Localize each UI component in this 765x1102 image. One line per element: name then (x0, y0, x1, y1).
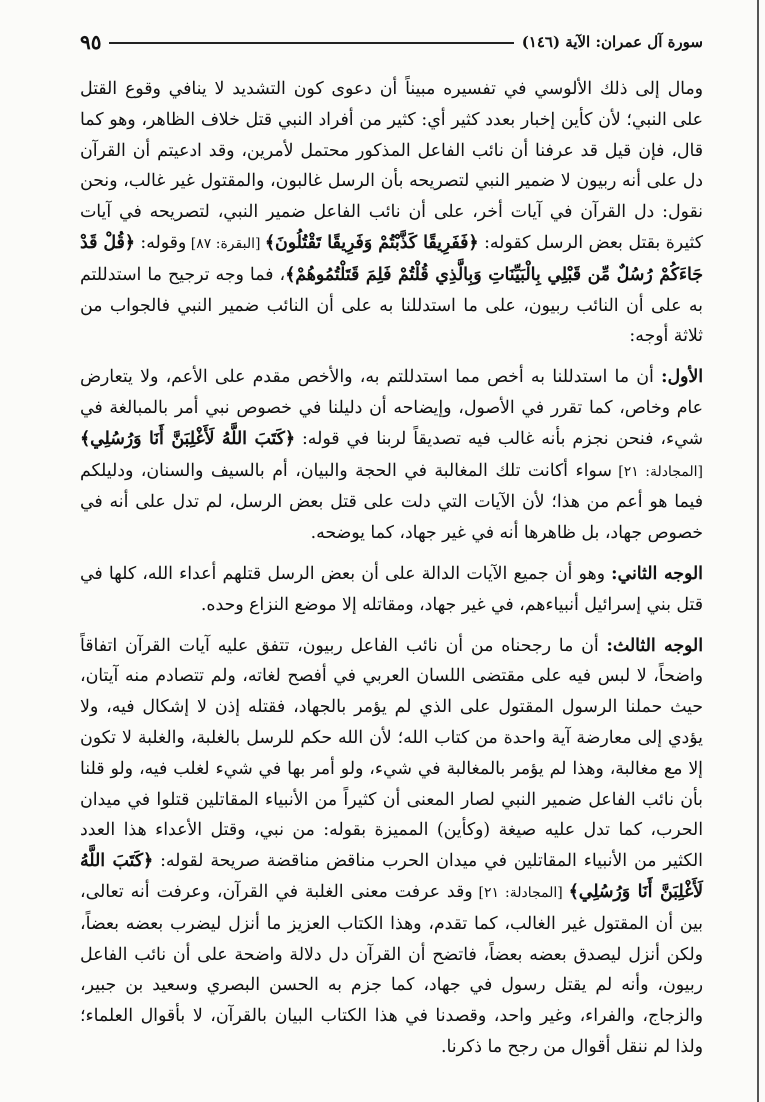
body-text: وهو أن جميع الآيات الدالة على أن بعض الرسل قتلهم أعداء الله، كلها في قتل بني إسرائيل أنبياءهم، في غير جهاد، ومقاتله إلا موضع النزاع وحده. (80, 563, 703, 615)
paragraph-3-lead: الوجه الثاني: (611, 563, 703, 584)
paragraph-4 (80, 631, 703, 1063)
body-text: ، فما وجه ترجيح ما استدللتم به على أن النائب ربيون، على ما استدللنا به على أن النائب ضمير النبي فالجواب من ثلاثة أوجه: (80, 264, 703, 347)
paragraph-4-text (80, 636, 703, 1057)
paragraph-1-rest (80, 110, 703, 347)
quran-verse: ﴿فَفَرِيقًا كَذَّبْتُمْ وَفَرِيقًا تَقْتُلُونَ﴾ (264, 232, 479, 253)
body-text: سواء أكانت تلك المغالبة في الحجة والبيان، أم بالسيف والسنان، ودليلكم فيما هو أعم من هذا؛ لأن الآيات التي دلت على قتل بعض الرسل، لم تدل على أنه في خصوص جهاد، بل ظاهرها أنه في غير جهاد، كما يوضحه. (80, 460, 703, 544)
verse-reference: [البقرة: ٨٧] (186, 235, 265, 252)
chapter-title: سورة آل عمران: الآية (١٤٦) (521, 33, 703, 51)
body-text: أن ما استدللنا به أخص مما استدللتم به، والأخص مقدم على الأعم، ولا يتعارض عام وخاص، كما تقرر في الأصول، وإيضاحه أن دليلنا في خصوص نبي أمر بالمبالغة في شيء، فنحن نجزم بأنه غالب فيه تصديقاً لربنا في قوله: (80, 367, 703, 449)
page-edge (757, 0, 759, 1102)
paragraph-2-lead: الأول: (661, 367, 703, 388)
body-text: وقد عرفت معنى الغلبة في القرآن، وعرفت أنه تعالى، بين أن المقتول غير الغالب، كما تقدم، وهذا الكتاب العزيز ما أنزل ليضرب بعضه بعضاً، ولكن أنزل ليصدق بعضه بعضاً، فاتضح أن القرآن دل دلالة واضحة على أن نائب الفاعل ربيون، وأنه لم يقتل رسول في جهاد، كما جزم به الحسن البصري وسعيد بن جبير، والزجاج، والفراء، وغير واحد، وقصدنا في هذا الكتاب البيان بالقرآن، لا بأقوال العلماء؛ ولذا لم ننقل أقوال من رجح ما ذكرنا. (80, 881, 703, 1057)
paragraph-4-lead: الوجه الثالث: (606, 635, 703, 656)
paragraph-3 (80, 559, 703, 621)
body-text: وهو كما قال، فإن قيل قد عرفنا أن نائب الفاعل المذكور محتمل لأمرين، وقد ادعيتم أن القرآن دل على أنه ربيون لا ضمير النبي لتصريحه بأن الرسل غالبون، والمقتول غير غالب، ونحن نقول: دل القرآن في آيات أخر، على أن نائب الفاعل ضمير النبي، لتصريحه في آيات كثيرة بقتل بعض الرسل كقوله: (80, 109, 703, 253)
body-text: أن ما رجحناه من أن نائب الفاعل ربيون، تتفق عليه آيات القرآن اتفاقاً واضحاً، لا لبس فيه على مقتضى اللسان العربي في أفصح لغاته، ولم تتصادم منه آيتان، حيث حملنا الرسول المقتول على الذي لم يؤمر بالجهاد، فقتله إذن لا إشكال فيه، ولا يؤدي إلى معارضة آية واحدة من كتاب الله؛ لأن الله حكم للرسل بالغلبة، والغلبة لا تكون إلا مع مغالبة، وهذا لم يؤمر بالمغالبة في شيء، ولو أمر بها في شيء لغلب فيه، ولو قلنا بأن نائب الفاعل ضمير النبي لصار المعنى أن كثيراً من الأنبياء المقاتلين قتلوا في ميدان الحرب، كما تدل عليه صيغة (وكأين) المميزة بقوله: من نبي، وقتل الأعداء هذا العدد الكثير من الأنبياء المقاتلين في ميدان الحرب مناقض مناقضة صريحة لقوله: (80, 635, 703, 872)
verse-reference: [المجادلة: ٢١] (472, 884, 569, 901)
paragraph-2-text (80, 367, 703, 543)
quran-verse: ﴿قُلْ قَدْ جَاءَكُمْ رُسُلٌ مِّن قَبْلِي بِالْبَيِّنَاتِ وَبِالَّذِي قُلْتُمْ فَلِمَ قَتَلْتُمُوهُمْ﴾ (80, 232, 703, 285)
opening-text: ومال إلى ذلك الألوسي في تفسيره مبيناً أن دعوى كون التشديد لا ينافي وقوع القتل على النبي؛ لأن كأين إخبار بعدد كثير أي: كثير من أفراد النبي قتل خلاف الظاهر، (80, 79, 703, 130)
paragraph-3-text (80, 564, 703, 615)
body-text: وقوله: (134, 232, 187, 253)
header-rule (109, 42, 513, 44)
paragraph-1 (80, 74, 703, 352)
verse-reference: [المجادلة: ٢١] (611, 463, 703, 480)
page-body (80, 74, 703, 1063)
quran-verse: ﴿كَتَبَ اللَّهُ لَأَغْلِبَنَّ أَنَا وَرُسُلِي﴾ (80, 428, 295, 449)
paragraph-2 (80, 362, 703, 549)
page-header (80, 22, 703, 62)
quran-verse: ﴿كَتَبَ اللَّهُ لَأَغْلِبَنَّ أَنَا وَرُسُلِي﴾ (80, 851, 703, 902)
page-number: ٩٥ (80, 30, 102, 54)
